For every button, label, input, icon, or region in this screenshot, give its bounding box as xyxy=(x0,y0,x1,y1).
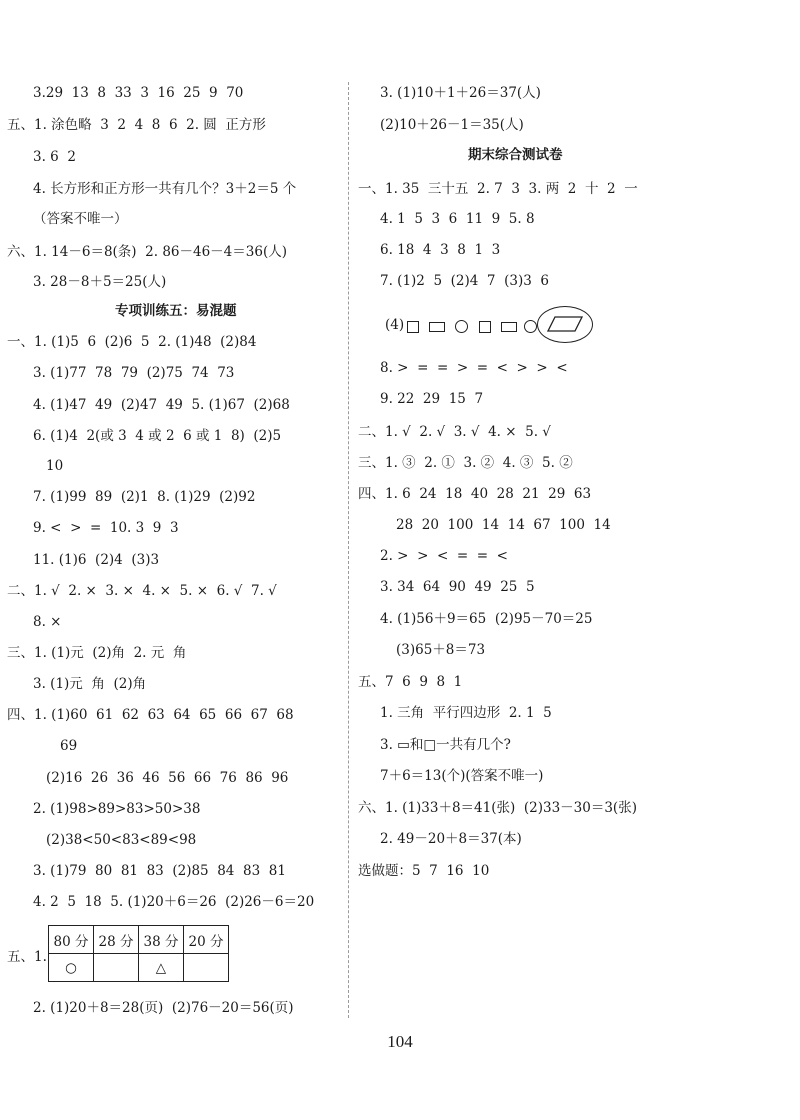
answer-line: 三、1. (1)元 (2)角 2. 元 角 xyxy=(7,645,187,661)
answer-line: 4. (1)47 49 (2)47 49 5. (1)67 (2)68 xyxy=(33,397,290,413)
answer-line: 2. (1)98>89>83>50>38 xyxy=(33,801,201,817)
answer-line: 7＋6＝13(个)(答案不唯一) xyxy=(380,768,544,784)
answer-line: 4. 1 5 3 6 11 9 5. 8 xyxy=(380,211,535,227)
answer-line: 2. 49－20＋8＝37(本) xyxy=(380,831,522,847)
circle-icon xyxy=(455,320,468,333)
answer-line: 3.29 13 8 33 3 16 25 9 70 xyxy=(33,85,244,101)
answer-line: 一、1. 35 三十五 2. 7 3 3. 两 2 十 2 一 xyxy=(358,181,638,197)
answer-line: 6. (1)4 2(或 3 4 或 2 6 或 1 8) (2)5 xyxy=(33,428,282,444)
answer-line: (2)38<50<83<89<98 xyxy=(46,832,197,848)
answer-line: 三、1. ③ 2. ① 3. ② 4. ③ 5. ② xyxy=(358,455,573,471)
table-cell xyxy=(94,954,139,982)
circle-icon xyxy=(524,320,537,333)
answer-line: 7. (1)2 5 (2)4 7 (3)3 6 xyxy=(380,273,549,289)
page-number: 104 xyxy=(387,1032,413,1051)
answer-line: 7. (1)99 89 (2)1 8. (1)29 (2)92 xyxy=(33,489,256,505)
answer-line: 3. 28－8＋5＝25(人) xyxy=(33,274,167,290)
answer-line: 3. 6 2 xyxy=(33,149,76,165)
table-cell: 20 分 xyxy=(184,926,229,954)
answer-label: (4) xyxy=(385,317,405,333)
table-cell: ○ xyxy=(49,954,94,982)
answer-line: 4. 长方形和正方形一共有几个？3＋2＝5 个 xyxy=(33,181,297,197)
table-cell: 38 分 xyxy=(139,926,184,954)
answer-line: 4. 2 5 18 5. (1)20＋6＝26 (2)26－6＝20 xyxy=(33,894,315,910)
answer-line: 9. < > = 10. 3 9 3 xyxy=(33,520,179,536)
answer-line: 8. × xyxy=(33,614,62,630)
answer-line: 6. 18 4 3 8 1 3 xyxy=(380,242,501,258)
section-title: 专项训练五：易混题 xyxy=(115,303,237,319)
table-cell: 80 分 xyxy=(49,926,94,954)
answer-line: 1. 三角 平行四边形 2. 1 5 xyxy=(380,705,552,721)
answer-line: 五、7 6 9 8 1 xyxy=(358,674,463,690)
answer-line: 3. (1)10＋1＋26＝37(人) xyxy=(380,85,541,101)
answer-line: 五、1. xyxy=(7,949,47,965)
answer-line: 二、1. √ 2. × 3. × 4. × 5. × 6. √ 7. √ xyxy=(7,583,277,599)
answer-line: 3. (1)79 80 81 83 (2)85 84 83 81 xyxy=(33,863,286,879)
answer-line: 2. > > < = = < xyxy=(380,548,508,564)
answer-line: （答案不唯一） xyxy=(33,211,128,227)
answer-line: 3. 34 64 90 49 25 5 xyxy=(380,579,535,595)
answer-line: 69 xyxy=(60,738,78,754)
answer-line: 8. > = = > = < > > < xyxy=(380,360,568,376)
table-cell: 28 分 xyxy=(94,926,139,954)
answer-line: (2)16 26 36 46 56 66 76 86 96 xyxy=(46,770,289,786)
answer-line: 四、1. 6 24 18 40 28 21 29 63 xyxy=(358,486,592,502)
answer-line: 五、1. 涂色略 3 2 4 8 6 2. 圆 正方形 xyxy=(7,117,266,133)
rectangle-icon xyxy=(501,322,517,332)
answer-line: (3)65＋8＝73 xyxy=(396,642,486,658)
answer-line: 28 20 100 14 14 67 100 14 xyxy=(396,517,611,533)
answer-line: 3. (1)77 78 79 (2)75 74 73 xyxy=(33,365,235,381)
score-table xyxy=(48,925,229,982)
table-cell xyxy=(184,954,229,982)
square-icon xyxy=(479,321,491,333)
column-divider xyxy=(348,82,349,1018)
answer-line: 2. (1)20＋8＝28(页) (2)76－20＝56(页) xyxy=(33,1000,294,1016)
answer-line: 六、1. (1)33＋8＝41(张) (2)33－30＝3(张) xyxy=(358,800,637,816)
answer-line: 4. (1)56＋9＝65 (2)95－70＝25 xyxy=(380,611,593,627)
square-icon xyxy=(407,321,419,333)
shape-sequence xyxy=(385,306,625,344)
answer-line: 四、1. (1)60 61 62 63 64 65 66 67 68 xyxy=(7,707,294,723)
answer-line: 二、1. √ 2. √ 3. √ 4. × 5. √ xyxy=(358,424,551,440)
table-cell: △ xyxy=(139,954,184,982)
answer-line: 一、1. (1)5 6 (2)6 5 2. (1)48 (2)84 xyxy=(7,334,257,350)
answer-line: 9. 22 29 15 7 xyxy=(380,391,484,407)
answer-line: 10 xyxy=(46,458,64,474)
section-title: 期末综合测试卷 xyxy=(468,147,563,163)
answer-line: (2)10＋26－1＝35(人) xyxy=(380,117,524,133)
answer-line: 六、1. 14－6＝8(条) 2. 86－46－4＝36(人) xyxy=(7,244,287,260)
parallelogram-icon xyxy=(547,316,583,332)
circled-answer-icon xyxy=(537,306,593,343)
answer-line: 3. ▭和□一共有几个? xyxy=(380,737,511,753)
answer-line: 选做题：5 7 16 10 xyxy=(358,863,490,879)
answer-line: 3. (1)元 角 (2)角 xyxy=(33,676,147,692)
rectangle-icon xyxy=(429,322,445,332)
answer-line: 11. (1)6 (2)4 (3)3 xyxy=(33,552,160,568)
